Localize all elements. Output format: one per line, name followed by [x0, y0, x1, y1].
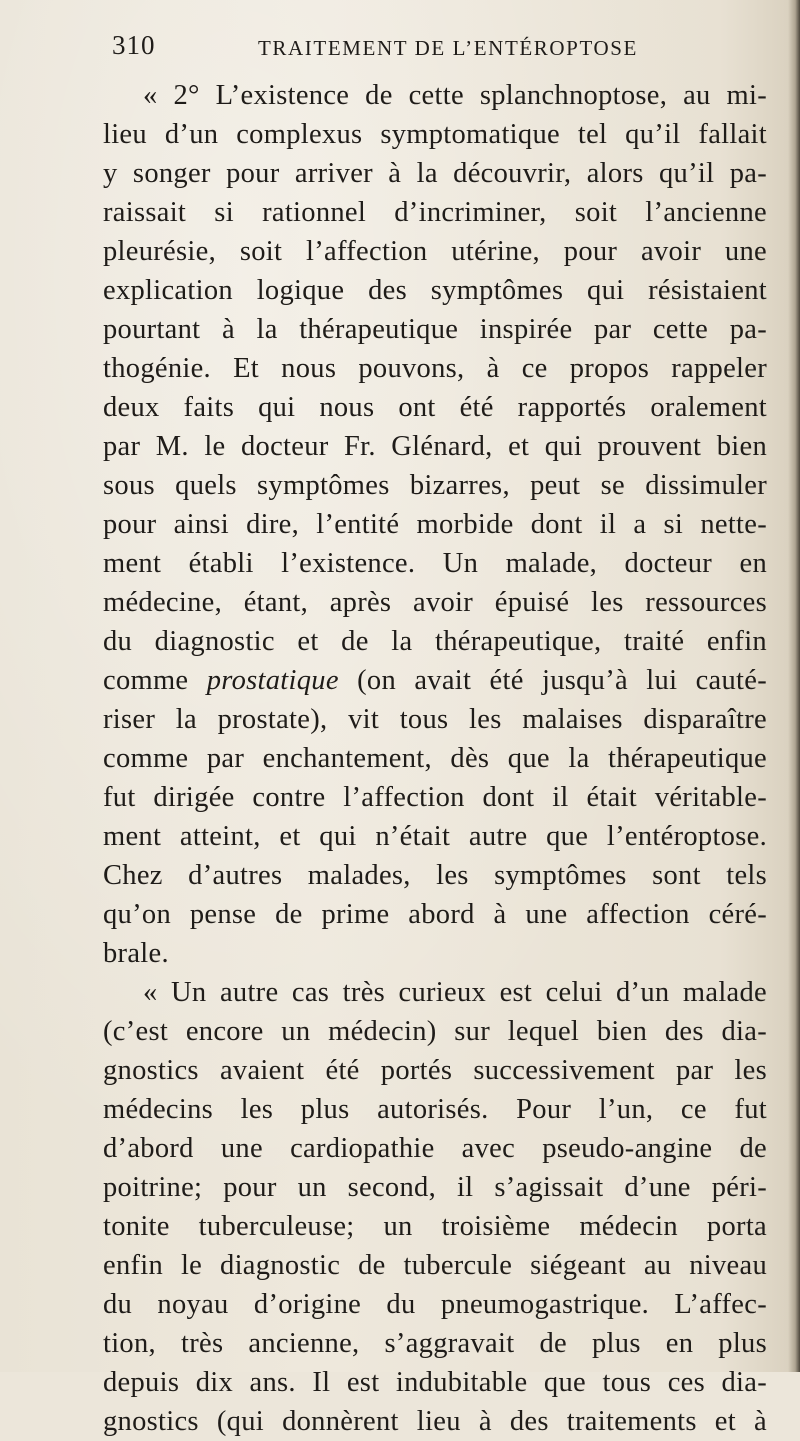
italic-term: prostatique	[206, 665, 339, 696]
text-line: médecine, étant, après avoir épuisé les ressources	[103, 587, 767, 618]
text-line: comme par enchantement, dès que la thérapeutique	[103, 743, 767, 774]
text-line: y songer pour arriver à la découvrir, alors qu’il pa-	[103, 158, 767, 189]
page-number: 310	[112, 30, 156, 60]
text-line: fut dirigée contre l’affection dont il était véritable-	[103, 782, 767, 813]
text-line: médecins les plus autorisés. Pour l’un, ce fut	[103, 1094, 767, 1125]
text-line: thogénie. Et nous pouvons, à ce propos rappeler	[103, 353, 767, 384]
text-line: gnostics avaient été portés successivement par les	[103, 1055, 767, 1086]
running-title: TRAITEMENT DE L’ENTÉROPTOSE	[258, 36, 638, 60]
text-line: deux faits qui nous ont été rapportés oralement	[103, 392, 767, 423]
text-line: pleurésie, soit l’affection utérine, pour avoir une	[103, 236, 767, 267]
text-line: du noyau d’origine du pneumogastrique. L’affec-	[103, 1289, 767, 1320]
text-line: sous quels symptômes bizarres, peut se dissimuler	[103, 470, 767, 501]
running-head	[112, 30, 772, 70]
text-line: pour ainsi dire, l’entité morbide dont il a si nette-	[103, 509, 767, 540]
text-line: qu’on pense de prime abord à une affection céré-	[103, 899, 767, 930]
text-line: pourtant à la thérapeutique inspirée par cette pa-	[103, 314, 767, 345]
text-line: depuis dix ans. Il est indubitable que tous ces dia-	[103, 1367, 767, 1398]
text-line: « 2° L’existence de cette splanchnoptose, au mi-	[143, 80, 767, 111]
body-text	[103, 76, 767, 1441]
text-line: brale.	[103, 938, 169, 969]
text-line: tonite tuberculeuse; un troisième médecin porta	[103, 1211, 767, 1242]
text-line: raissait si rationnel d’incriminer, soit l’ancienne	[103, 197, 767, 228]
page-gutter-shadow	[788, 0, 800, 1372]
text-line: riser la prostate), vit tous les malaises disparaître	[103, 704, 767, 735]
text-line: lieu d’un complexus symptomatique tel qu’il fallait	[103, 119, 767, 150]
text-line: « Un autre cas très curieux est celui d’un malade	[143, 977, 767, 1008]
text-line: du diagnostic et de la thérapeutique, traité enfin	[103, 626, 767, 657]
text-line: comme prostatique (on avait été jusqu’à lui cauté-	[103, 665, 768, 696]
text-line: (c’est encore un médecin) sur lequel bien des dia-	[103, 1016, 767, 1047]
text-line: poitrine; pour un second, il s’agissait d’une péri-	[103, 1172, 767, 1203]
text-line: Chez d’autres malades, les symptômes sont tels	[103, 860, 767, 891]
text-line: par M. le docteur Fr. Glénard, et qui prouvent bien	[103, 431, 767, 462]
text-line: explication logique des symptômes qui résistaient	[103, 275, 767, 306]
text-line: enfin le diagnostic de tubercule siégeant au niveau	[103, 1250, 767, 1281]
text-line: d’abord une cardiopathie avec pseudo-angine de	[103, 1133, 767, 1164]
text-line: ment établi l’existence. Un malade, docteur en	[103, 548, 767, 579]
text-line: tion, très ancienne, s’aggravait de plus en plus	[103, 1328, 767, 1359]
text-line: gnostics (qui donnèrent lieu à des traitements et à	[103, 1406, 767, 1437]
text-line: ment atteint, et qui n’était autre que l’entéroptose.	[103, 821, 767, 852]
